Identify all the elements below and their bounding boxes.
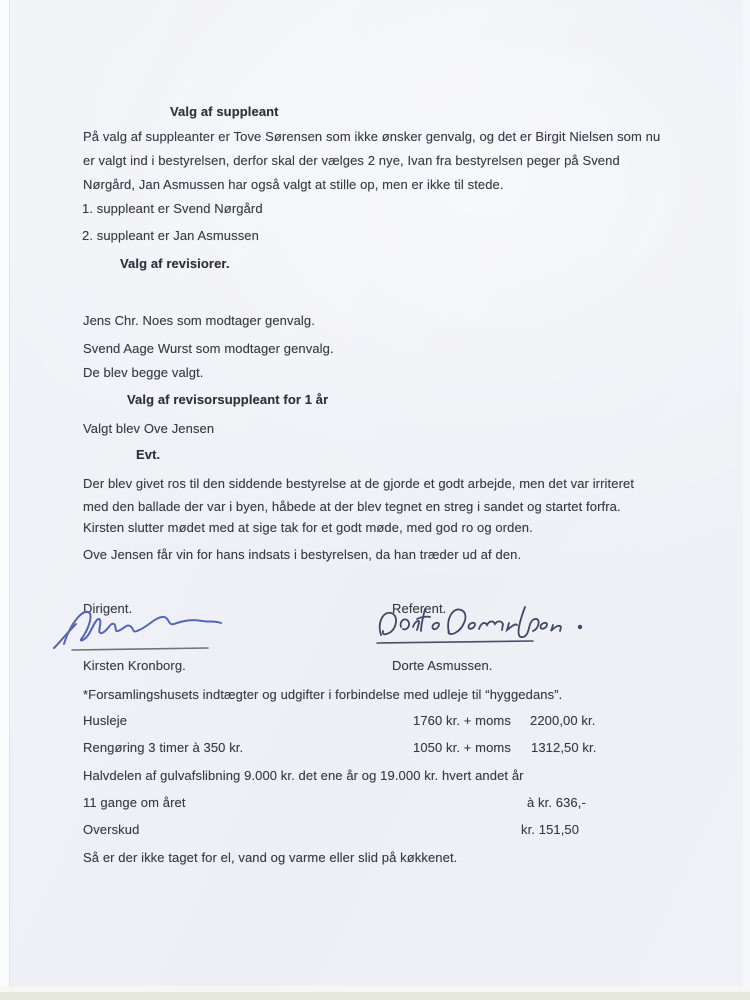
fin-rengoring-amount: 1312,50 kr. [531,740,597,755]
line-ove-vin: Ove Jensen får vin for hans indsats i bestyrelsen, da han træder ud af den. [83,547,522,562]
paragraph-line: Der blev givet ros til den siddende bestyrelse at de gjorde et godt arbejde, men det var irriteret [83,476,635,491]
heading-evt: Evt. [136,447,161,462]
paragraph-line: På valg af suppleanter er Tove Sørensen som ikke ønsker genvalg, og det er Birgit Nielsen som nu [83,129,661,144]
line-suppleant-2: 2. suppleant er Jan Asmussen [82,228,259,243]
scan-bottom-edge [0,992,750,1000]
fin-rengoring-label: Rengøring 3 timer à 350 kr. [83,740,244,755]
fin-closing-line: Så er der ikke taget for el, vand og varme eller slid på køkkenet. [83,850,458,865]
scan-left-edge [0,0,10,1000]
line-revisor-3: De blev begge valgt. [83,365,204,380]
paragraph-evt [83,472,634,518]
note-forsamlingshus: *Forsamlingshusets indtægter og udgifter i forbindelse med udleje til “hyggedans”. [83,687,563,702]
line-suppleant-1: 1. suppleant er Svend Nørgård [82,201,263,216]
name-dorte-asmussen: Dorte Asmussen. [392,658,493,673]
fin-husleje-amount: 2200,00 kr. [530,713,596,728]
line-kirsten-slutter: Kirsten slutter mødet med at sige tak for et godt møde, med god ro og orden. [83,520,533,535]
scan-right-edge [743,0,750,1000]
fin-gange-label: 11 gange om året [83,795,186,810]
line-revisor-1: Jens Chr. Noes som modtager genvalg. [83,313,315,328]
signature-dot [578,625,582,629]
fin-overskud-amount: kr. 151,50 [521,822,580,837]
fin-husleje-label: Husleje [83,713,128,728]
heading-valg-af-revisorer: Valg af revisiorer. [120,256,230,271]
label-referent: Referent. [392,601,447,616]
line-revisor-2: Svend Aage Wurst som modtager genvalg. [83,341,334,356]
fin-husleje-mid: 1760 kr. + moms [413,713,511,728]
fin-rengoring-mid: 1050 kr. + moms [413,740,511,755]
paragraph-line: Nørgård, Jan Asmussen har også valgt at stille op, men er ikke til stede. [83,177,504,192]
paragraph-line: med den ballade der var i byen, håbede at der blev tegnet en streg i sandet og startet forfra. [83,499,621,514]
fin-gulv-line: Halvdelen af gulvafslibning 9.000 kr. det ene år og 19.000 kr. hvert andet år [83,768,524,783]
dirigent-signature [50,600,250,660]
line-revisorsuppleant-valgt: Valgt blev Ove Jensen [83,421,215,436]
paragraph-line: er valgt ind i bestyrelsen, derfor skal der vælges 2 nye, Ivan fra bestyrelsen peger på Svend [83,153,620,168]
paragraph-suppleant [83,125,660,197]
referent-signature [375,597,595,659]
fin-gange-amount: à kr. 636,- [527,795,586,810]
label-dirigent: Dirigent. [83,601,133,616]
heading-valg-af-suppleant: Valg af suppleant [170,104,279,119]
fin-overskud-label: Overskud [83,822,140,837]
heading-revisorsuppleant: Valg af revisorsuppleant for 1 år [127,392,329,407]
name-kirsten-kronborg: Kirsten Kronborg. [83,658,186,673]
